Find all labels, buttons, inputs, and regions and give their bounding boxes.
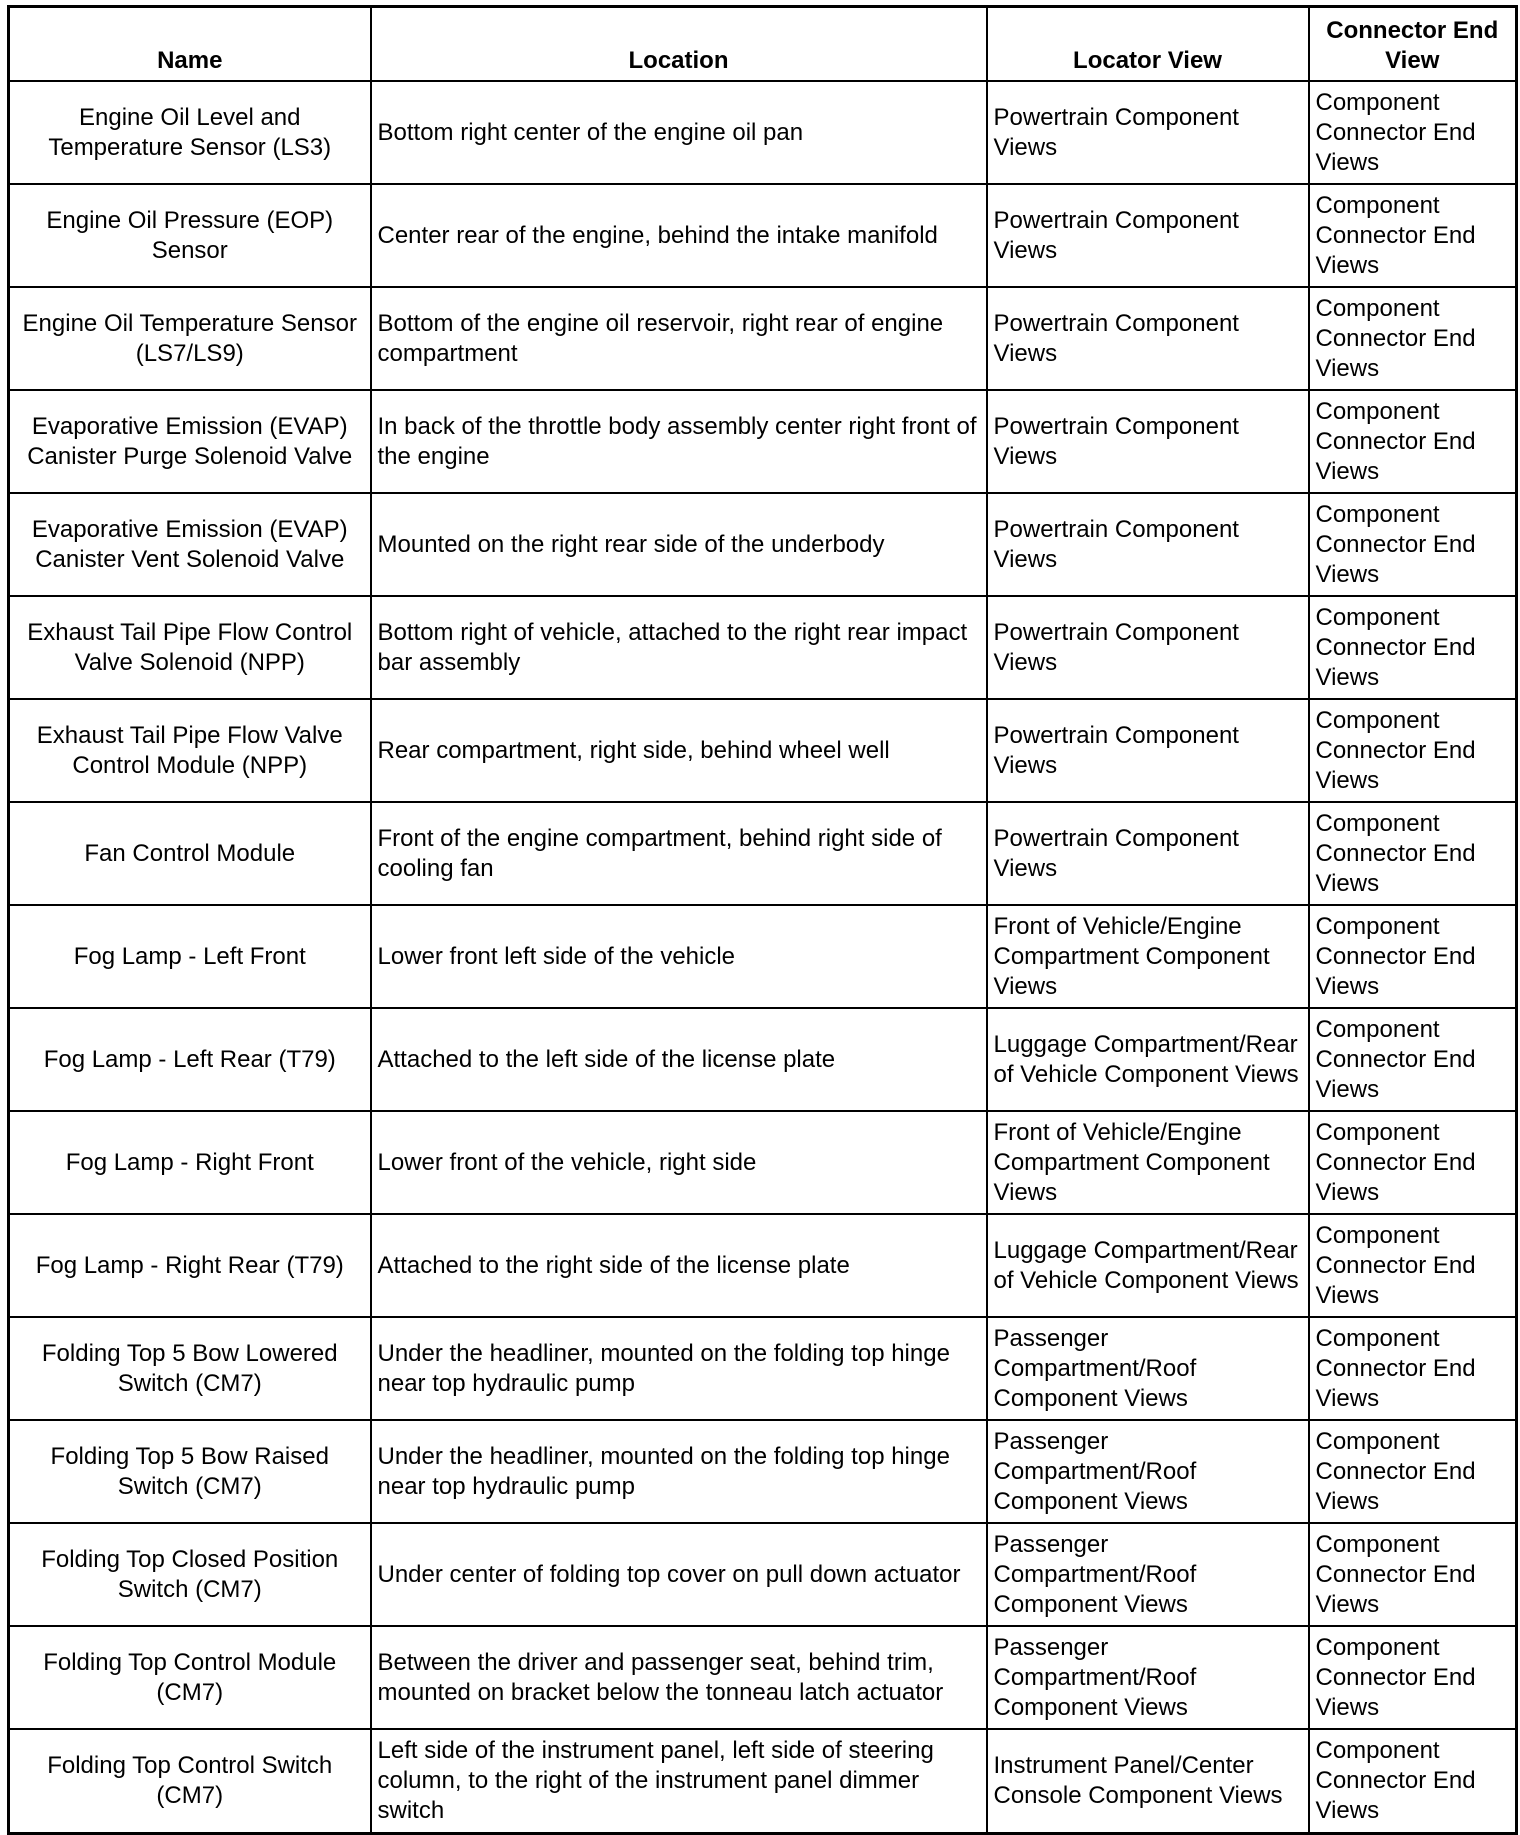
cell-locator-view: Luggage Compartment/Rear of Vehicle Component Views [987,1214,1309,1317]
table-header-row [9,7,1517,82]
cell-connector-end-view: Component Connector End Views [1309,390,1517,493]
cell-location: Bottom of the engine oil reservoir, right rear of engine compartment [371,287,987,390]
cell-location: Under the headliner, mounted on the folding top hinge near top hydraulic pump [371,1317,987,1420]
cell-location: Center rear of the engine, behind the intake manifold [371,184,987,287]
header-location: Location [371,7,987,82]
cell-locator-view: Front of Vehicle/Engine Compartment Component Views [987,905,1309,1008]
cell-connector-end-view: Component Connector End Views [1309,81,1517,184]
cell-location: Mounted on the right rear side of the underbody [371,493,987,596]
header-locator-view: Locator View [987,7,1309,82]
cell-locator-view: Instrument Panel/Center Console Component Views [987,1729,1309,1833]
cell-connector-end-view: Component Connector End Views [1309,905,1517,1008]
header-connector-end-view: Connector End View [1309,7,1517,82]
table-row [9,1420,1517,1523]
table-row [9,1729,1517,1833]
cell-connector-end-view: Component Connector End Views [1309,1523,1517,1626]
cell-location: Under center of folding top cover on pull down actuator [371,1523,987,1626]
cell-name: Evaporative Emission (EVAP) Canister Vent Solenoid Valve [9,493,371,596]
cell-connector-end-view: Component Connector End Views [1309,1214,1517,1317]
cell-locator-view: Powertrain Component Views [987,390,1309,493]
cell-name: Exhaust Tail Pipe Flow Valve Control Module (NPP) [9,699,371,802]
cell-locator-view: Passenger Compartment/Roof Component Views [987,1523,1309,1626]
cell-location: Rear compartment, right side, behind wheel well [371,699,987,802]
component-locator-document [7,5,1515,1835]
table-row [9,1111,1517,1214]
cell-location: Attached to the left side of the license plate [371,1008,987,1111]
cell-name: Folding Top 5 Bow Lowered Switch (CM7) [9,1317,371,1420]
cell-name: Fog Lamp - Right Rear (T79) [9,1214,371,1317]
cell-location: Lower front left side of the vehicle [371,905,987,1008]
cell-locator-view: Passenger Compartment/Roof Component Views [987,1420,1309,1523]
cell-name: Fog Lamp - Right Front [9,1111,371,1214]
cell-locator-view: Passenger Compartment/Roof Component Views [987,1317,1309,1420]
table-row [9,81,1517,184]
cell-name: Folding Top Closed Position Switch (CM7) [9,1523,371,1626]
cell-connector-end-view: Component Connector End Views [1309,1111,1517,1214]
cell-connector-end-view: Component Connector End Views [1309,493,1517,596]
cell-locator-view: Luggage Compartment/Rear of Vehicle Component Views [987,1008,1309,1111]
cell-locator-view: Powertrain Component Views [987,184,1309,287]
table-row [9,699,1517,802]
cell-location: Attached to the right side of the license plate [371,1214,987,1317]
cell-connector-end-view: Component Connector End Views [1309,1626,1517,1729]
cell-connector-end-view: Component Connector End Views [1309,184,1517,287]
table-row [9,1626,1517,1729]
cell-connector-end-view: Component Connector End Views [1309,596,1517,699]
table-row [9,802,1517,905]
cell-name: Evaporative Emission (EVAP) Canister Purge Solenoid Valve [9,390,371,493]
cell-locator-view: Powertrain Component Views [987,596,1309,699]
cell-locator-view: Powertrain Component Views [987,802,1309,905]
cell-name: Folding Top Control Module (CM7) [9,1626,371,1729]
cell-name: Engine Oil Level and Temperature Sensor (LS3) [9,81,371,184]
cell-locator-view: Powertrain Component Views [987,287,1309,390]
cell-name: Fog Lamp - Left Rear (T79) [9,1008,371,1111]
cell-connector-end-view: Component Connector End Views [1309,1317,1517,1420]
table-row [9,184,1517,287]
cell-locator-view: Powertrain Component Views [987,493,1309,596]
cell-connector-end-view: Component Connector End Views [1309,1729,1517,1833]
cell-name: Folding Top 5 Bow Raised Switch (CM7) [9,1420,371,1523]
table-row [9,1214,1517,1317]
table-row [9,1008,1517,1111]
cell-connector-end-view: Component Connector End Views [1309,699,1517,802]
cell-name: Folding Top Control Switch (CM7) [9,1729,371,1833]
cell-locator-view: Passenger Compartment/Roof Component Views [987,1626,1309,1729]
table-row [9,1317,1517,1420]
cell-name: Fan Control Module [9,802,371,905]
table-row [9,596,1517,699]
cell-connector-end-view: Component Connector End Views [1309,1008,1517,1111]
cell-location: Lower front of the vehicle, right side [371,1111,987,1214]
cell-location: Bottom right of vehicle, attached to the right rear impact bar assembly [371,596,987,699]
cell-locator-view: Powertrain Component Views [987,699,1309,802]
cell-location: Under the headliner, mounted on the folding top hinge near top hydraulic pump [371,1420,987,1523]
cell-name: Engine Oil Pressure (EOP) Sensor [9,184,371,287]
component-locator-table [7,5,1518,1835]
cell-location: Between the driver and passenger seat, behind trim, mounted on bracket below the tonneau latch actuator [371,1626,987,1729]
table-row [9,1523,1517,1626]
cell-location: Front of the engine compartment, behind right side of cooling fan [371,802,987,905]
cell-name: Engine Oil Temperature Sensor (LS7/LS9) [9,287,371,390]
cell-locator-view: Front of Vehicle/Engine Compartment Component Views [987,1111,1309,1214]
table-row [9,287,1517,390]
cell-location: In back of the throttle body assembly center right front of the engine [371,390,987,493]
table-row [9,390,1517,493]
table-row [9,905,1517,1008]
cell-name: Exhaust Tail Pipe Flow Control Valve Solenoid (NPP) [9,596,371,699]
cell-location: Bottom right center of the engine oil pan [371,81,987,184]
header-name: Name [9,7,371,82]
cell-locator-view: Powertrain Component Views [987,81,1309,184]
cell-connector-end-view: Component Connector End Views [1309,802,1517,905]
cell-location: Left side of the instrument panel, left side of steering column, to the right of the instrument panel dimmer switch [371,1729,987,1833]
cell-name: Fog Lamp - Left Front [9,905,371,1008]
cell-connector-end-view: Component Connector End Views [1309,1420,1517,1523]
cell-connector-end-view: Component Connector End Views [1309,287,1517,390]
table-row [9,493,1517,596]
